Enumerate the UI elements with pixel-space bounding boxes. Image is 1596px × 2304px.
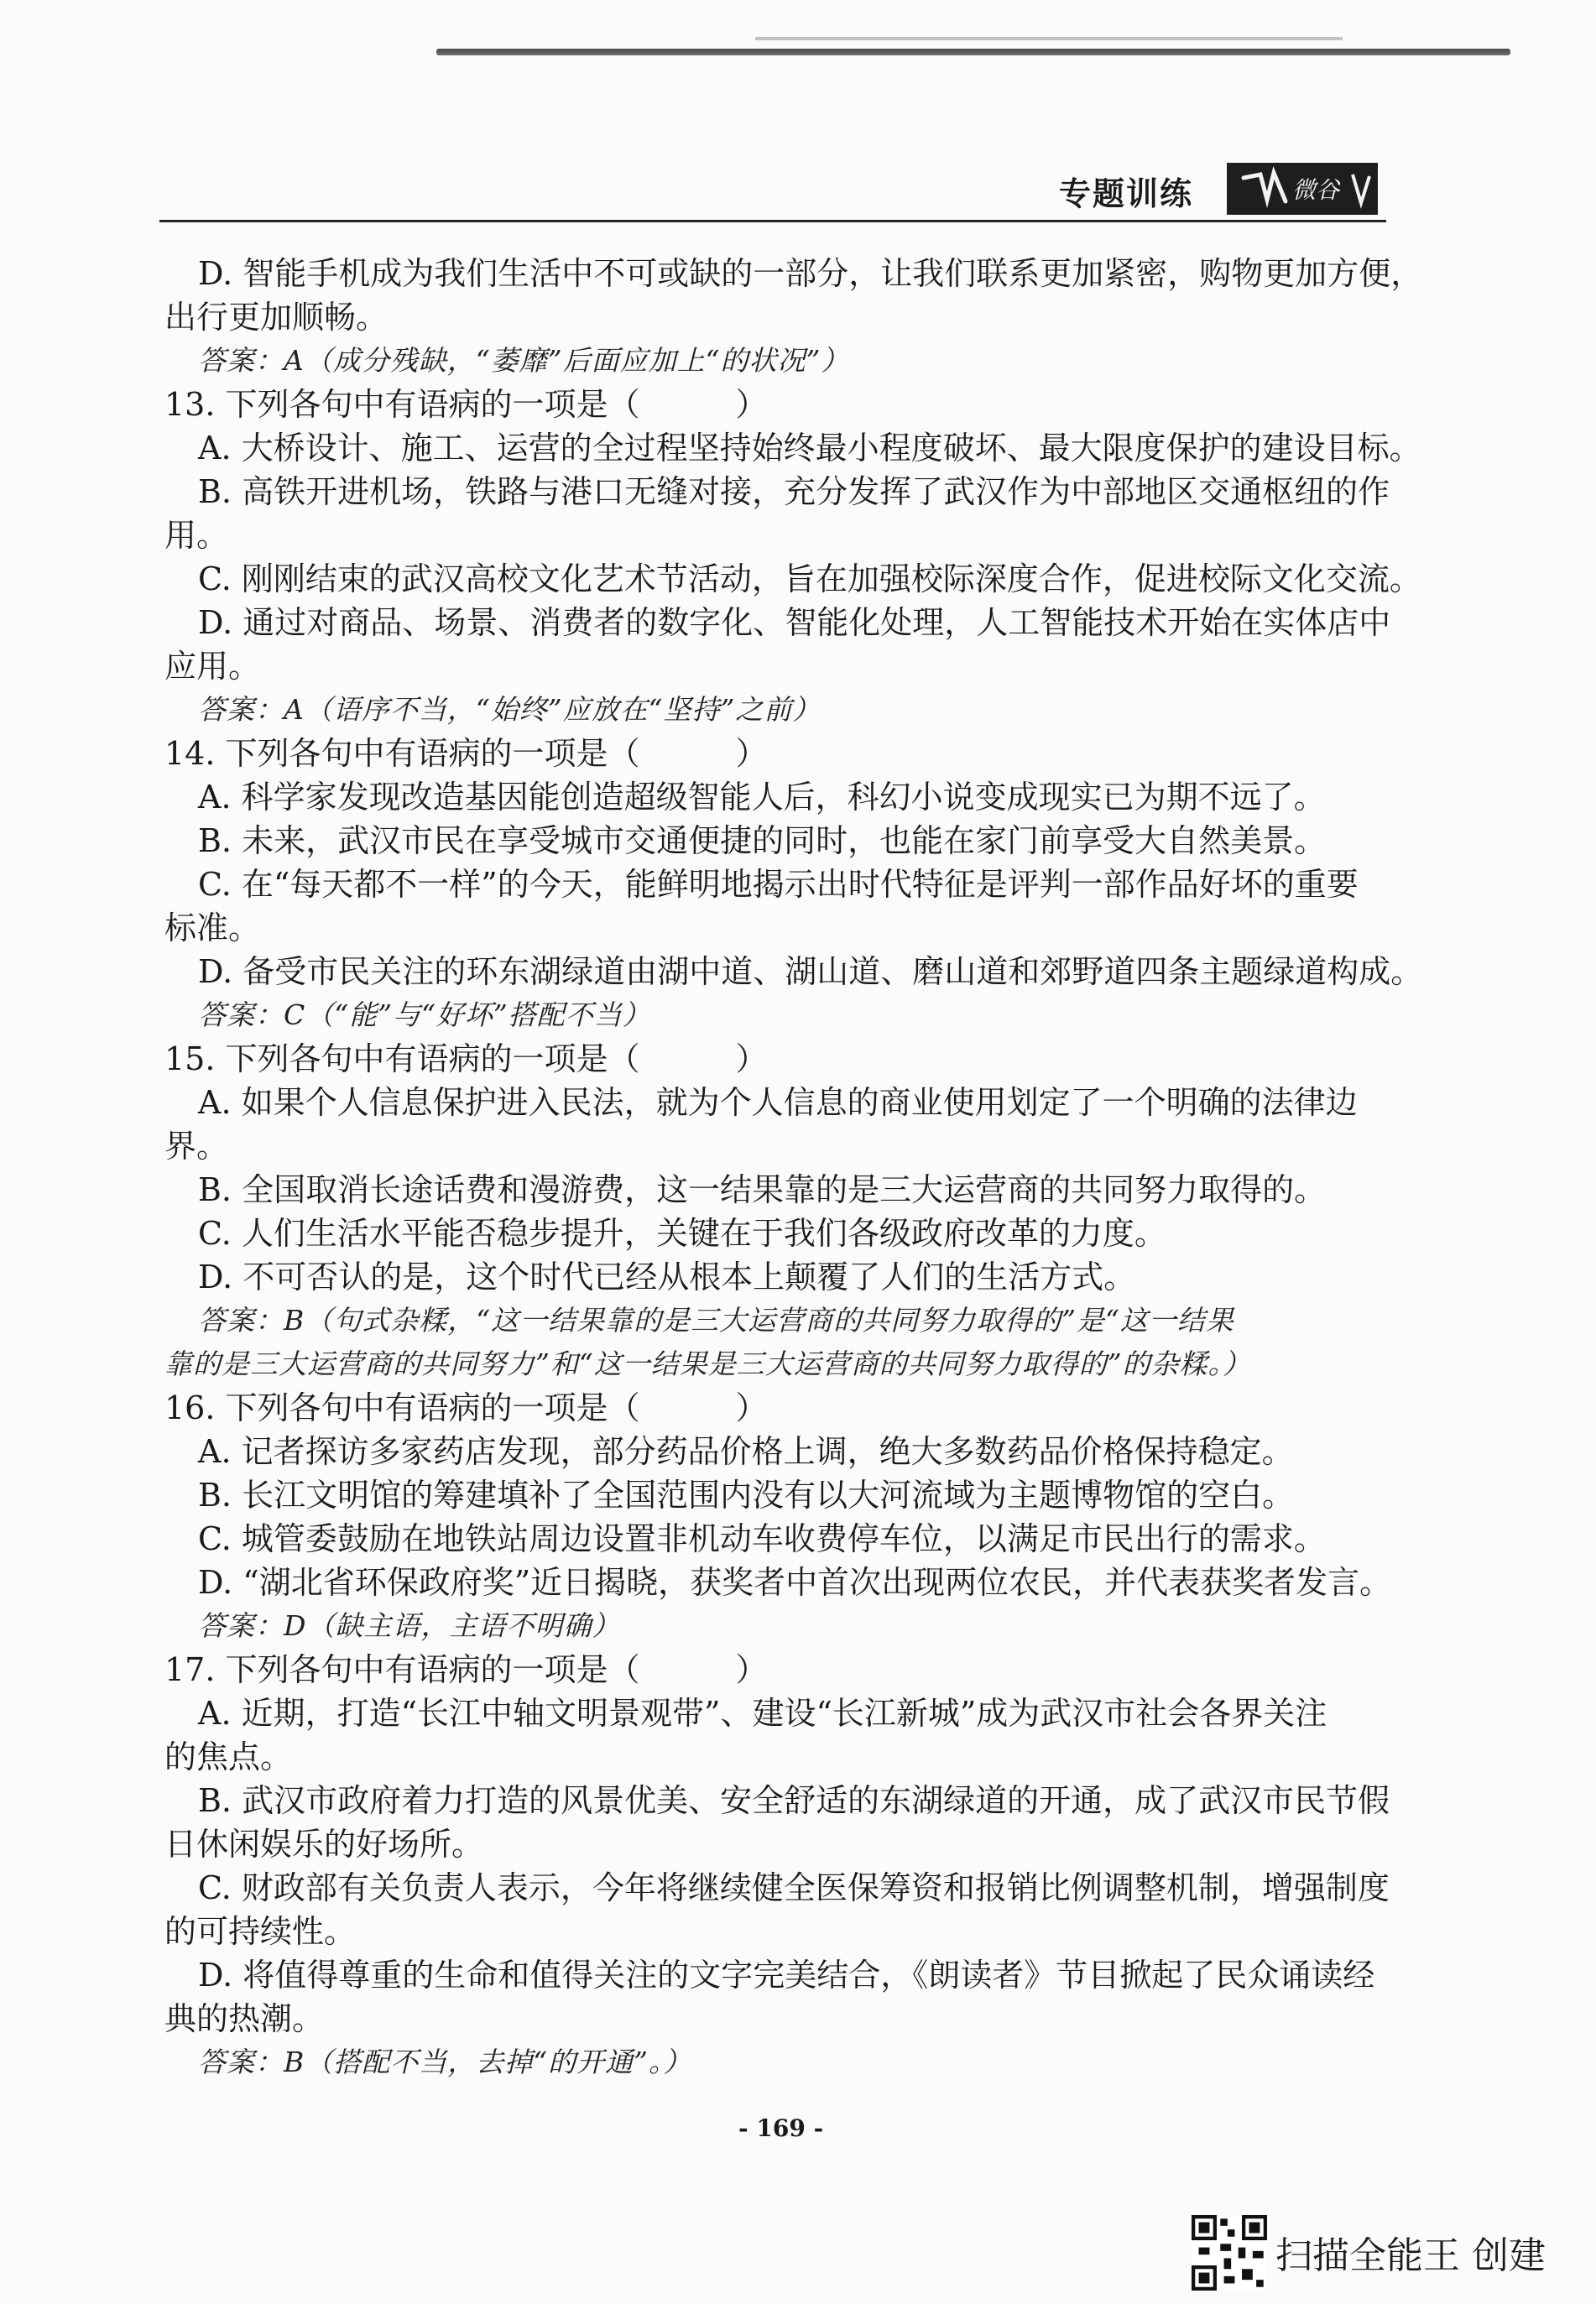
answer-line: 答案：D（缺主语，主语不明确） — [198, 1609, 621, 1642]
option-line: A. 大桥设计、施工、运营的全过程坚持始终最小程度破坏、最大限度保护的建设目标。 — [198, 430, 1421, 467]
option-line: B. 高铁开进机场，铁路与港口无缝对接，充分发挥了武汉作为中部地区交通枢纽的作 — [198, 473, 1390, 510]
text-line: 界。 — [164, 1128, 229, 1165]
option-line: C. 财政部有关负责人表示，今年将继续健全医保筹资和报销比例调整机制，增强制度 — [198, 1869, 1390, 1906]
text-line: 日休闲娱乐的好场所。 — [164, 1826, 484, 1863]
option-line: B. 未来，武汉市民在享受城市交通便捷的同时，也能在家门前享受大自然美景。 — [198, 822, 1327, 859]
page-header-title: 专题训练 — [1059, 175, 1194, 212]
text-line: 典的热潮。 — [164, 2000, 325, 2037]
answer-line: 答案：B（句式杂糅，“这一结果靠的是三大运营商的共同努力取得的”是“这一结果 — [198, 1304, 1234, 1337]
answer-line: 靠的是三大运营商的共同努力”和“这一结果是三大运营商的共同努力取得的”的杂糅。） — [164, 1347, 1252, 1380]
scan-artifact — [755, 37, 1343, 40]
option-line: A. 如果个人信息保护进入民法，就为个人信息的商业使用划定了一个明确的法律边 — [198, 1084, 1358, 1121]
text-line: 应用。 — [164, 648, 261, 685]
watermark-text: 扫描全能王 创建 — [1275, 2234, 1546, 2277]
qr-code-icon — [1192, 2215, 1267, 2291]
option-line: D. “湖北省环保政府奖”近日揭晓，获奖者中首次出现两位农民，并代表获奖者发言。 — [198, 1564, 1392, 1601]
text-line: 出行更加顺畅。 — [164, 299, 389, 336]
answer-line: 答案：A（语序不当，“始终”应放在“坚持”之前） — [198, 693, 821, 726]
option-line: C. 在“每天都不一样”的今天，能鲜明地揭示出时代特征是评判一部作品好坏的重要 — [198, 866, 1359, 903]
text-line: 的可持续性。 — [164, 1913, 357, 1950]
page-number: - 169 - — [738, 2114, 824, 2142]
text-line: 标准。 — [164, 910, 261, 946]
option-line: D. 备受市民关注的环东湖绿道由湖中道、湖山道、磨山道和郊野道四条主题绿道构成。 — [198, 953, 1423, 990]
question-stem: 15. 下列各句中有语病的一项是（ ） — [164, 1040, 768, 1077]
option-line: D. 通过对商品、场景、消费者的数字化、智能化处理，人工智能技术开始在实体店中 — [198, 604, 1391, 641]
header-logo — [1227, 163, 1378, 215]
option-line: B. 长江文明馆的筹建填补了全国范围内没有以大河流域为主题博物馆的空白。 — [198, 1477, 1295, 1514]
option-line: A. 近期，打造“长江中轴文明景观带”、建设“长江新城”成为武汉市社会各界关注 — [198, 1695, 1327, 1732]
logo-text: 微谷 — [1292, 176, 1340, 204]
option-line: D. 不可否认的是，这个时代已经从根本上颠覆了人们的生活方式。 — [198, 1259, 1136, 1295]
question-stem: 16. 下列各句中有语病的一项是（ ） — [164, 1389, 768, 1426]
option-line: A. 记者探访多家药店发现，部分药品价格上调，绝大多数药品价格保持稳定。 — [198, 1433, 1294, 1470]
header-rule — [159, 220, 1386, 222]
option-line: A. 科学家发现改造基因能创造超级智能人后，科幻小说变成现实已为期不远了。 — [198, 779, 1326, 816]
question-stem: 13. 下列各句中有语病的一项是（ ） — [164, 386, 768, 423]
option-line: C. 人们生活水平能否稳步提升，关键在于我们各级政府改革的力度。 — [198, 1215, 1166, 1252]
document-body — [164, 252, 1423, 2084]
option-line: B. 武汉市政府着力打造的风景优美、安全舒适的东湖绿道的开通，成了武汉市民节假 — [198, 1782, 1390, 1819]
text-line: 的焦点。 — [164, 1738, 293, 1775]
option-line: D. 将值得尊重的生命和值得关注的文字完美结合，《朗读者》节目掀起了民众诵读经 — [198, 1957, 1375, 1994]
answer-line: 答案：B（搭配不当，去掉“的开通”。） — [198, 2046, 692, 2078]
question-stem: 14. 下列各句中有语病的一项是（ ） — [164, 735, 768, 772]
answer-line: 答案：C（“能”与“好坏”搭配不当） — [198, 998, 651, 1031]
option-line: B. 全国取消长途话费和漫游费，这一结果靠的是三大运营商的共同努力取得的。 — [198, 1171, 1327, 1208]
text-line: 用。 — [164, 517, 229, 554]
option-line: C. 城管委鼓励在地铁站周边设置非机动车收费停车位，以满足市民出行的需求。 — [198, 1520, 1326, 1557]
answer-line: 答案：A（成分残缺，“萎靡”后面应加上“的状况”） — [198, 344, 850, 377]
scan-artifact — [436, 49, 1510, 55]
option-line: C. 刚刚结束的武汉高校文化艺术节活动，旨在加强校际深度合作，促进校际文化交流。 — [198, 560, 1421, 597]
question-stem: 17. 下列各句中有语病的一项是（ ） — [164, 1651, 768, 1688]
option-line: D. 智能手机成为我们生活中不可或缺的一部分，让我们联系更加紧密，购物更加方便， — [198, 255, 1423, 292]
